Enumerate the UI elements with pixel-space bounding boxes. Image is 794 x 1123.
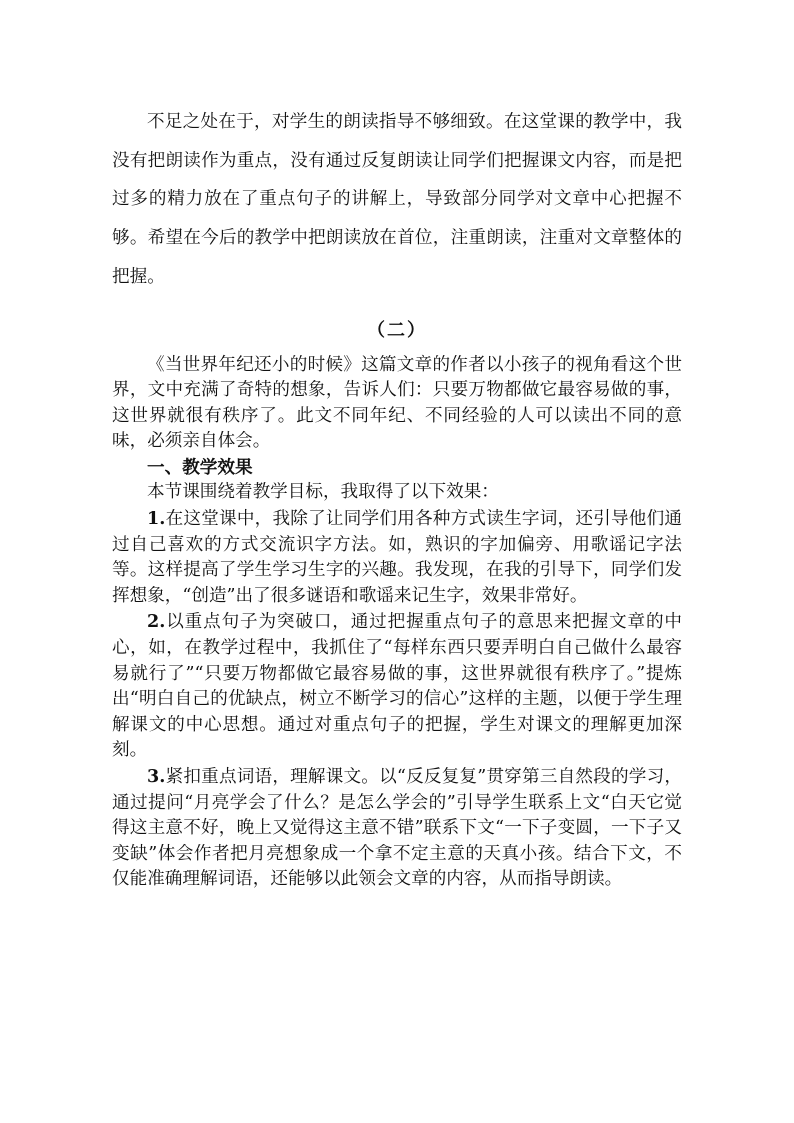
item-number: 2.	[147, 611, 166, 633]
item-text: 以重点句子为突破口，通过把握重点句子的意思来把握文章的中心，如，在教学过程中，我抓住了“每样东西只要弄明白自己做什么最容易就行了”“只要万物都做它最容易做的事，这世界就很有秩序了。”提炼出“明白自己的优缺点，树立不断学习的信心”这样的主题，以便于学生理解课文的中心思想。通过对重点句子的把握，学生对课文的理解更加深刻。	[112, 612, 682, 761]
intro-paragraph: 《当世界年纪还小的时候》这篇文章的作者以小孩子的视角看这个世界，文中充满了奇特的想象，告诉人们：只要万物都做它最容易做的事，这世界就很有秩序了。此文不同年纪、不同经验的人可以读出不同的意味，必须亲自体会。	[112, 354, 682, 452]
effect-item-1	[112, 506, 682, 609]
item-number: 1.	[147, 508, 166, 530]
section-two-body	[112, 353, 682, 893]
section-heading-two: （二）	[367, 319, 427, 341]
document-body	[112, 103, 682, 893]
effect-item-2	[112, 609, 682, 764]
item-text: 在这堂课中，我除了让同学们用各种方式读生字词，还引导他们通过自己喜欢的方式交流识字方法。如，熟识的字加偏旁、用歌谣记字法等。这样提高了学生学习生字的兴趣。我发现，在我的引导下，同学们发挥想象，“创造”出了很多谜语和歌谣来记生字，效果非常好。	[112, 509, 682, 606]
effect-item-3	[112, 764, 682, 893]
item-number: 3.	[147, 766, 166, 788]
lead-paragraph: 本节课围绕着教学目标，我取得了以下效果：	[147, 482, 499, 503]
item-text: 紧扣重点词语，理解课文。以“反反复复”贯穿第三自然段的学习，通过提问“月亮学会了什么？是怎么学会的”引导学生联系上文“白天它觉得这主意不好，晚上又觉得这主意不错”联系下文“一下子变圆，一下子又变缺”体会作者把月亮想象成一个拿不定主意的天真小孩。结合下文，不仅能准确理解词语，还能够以此领会文章的内容，从而指导朗读。	[112, 767, 682, 890]
teaching-effect-heading: 一、教学效果	[147, 456, 253, 478]
reflection-paragraph: 不足之处在于，对学生的朗读指导不够细致。在这堂课的教学中，我没有把朗读作为重点，没有通过反复朗读让同学们把握课文内容，而是把过多的精力放在了重点句子的讲解上，导致部分同学对文章中心把握不够。希望在今后的教学中把朗读放在首位，注重朗读，注重对文章整体的把握。	[112, 112, 682, 287]
